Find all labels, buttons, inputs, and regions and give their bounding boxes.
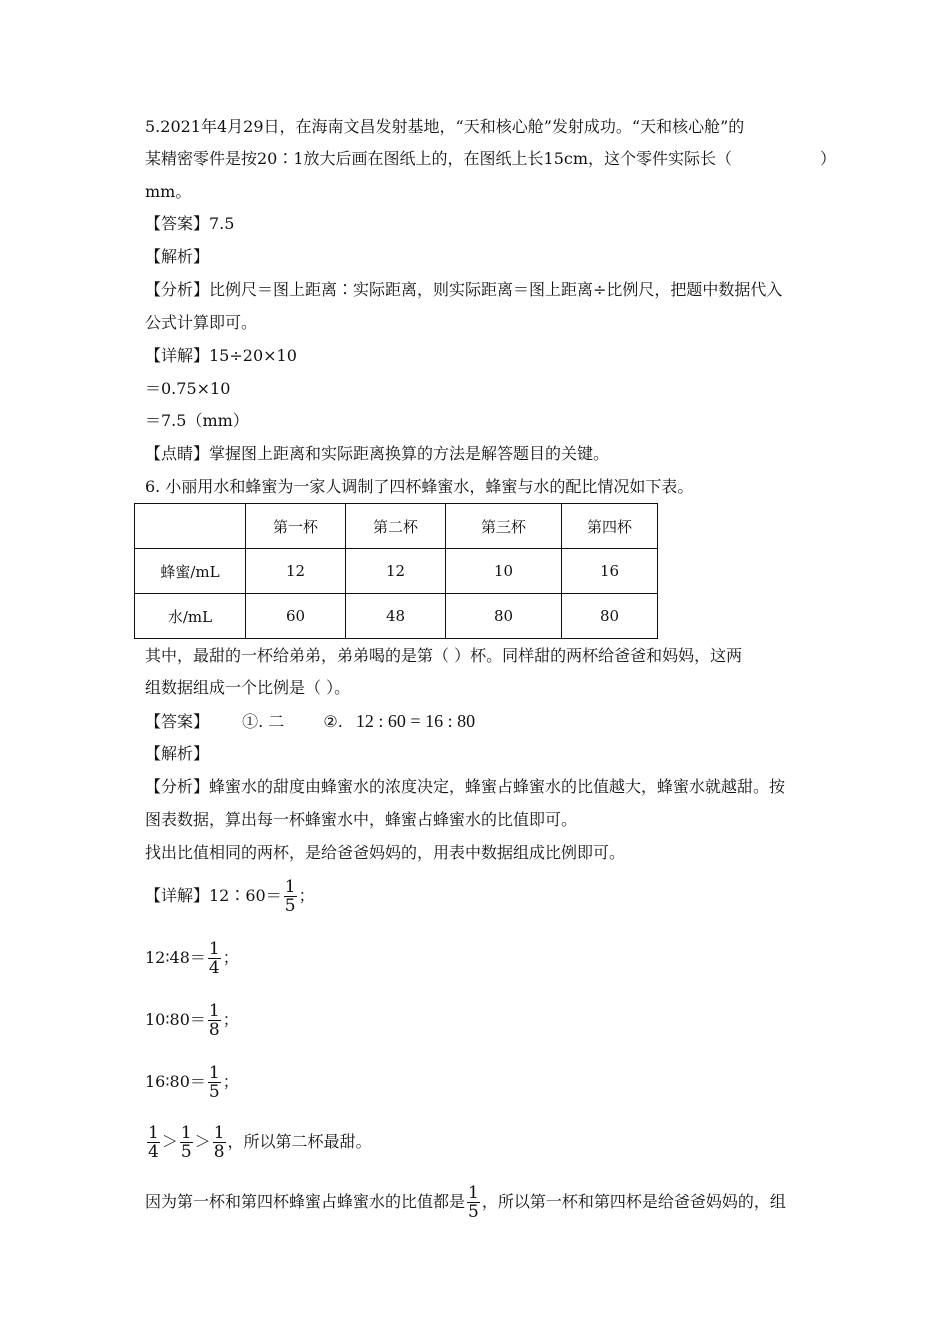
q6-answer-1: ①. 二 [242, 712, 285, 731]
fraction-numerator: 1 [213, 1123, 225, 1143]
q6-last-line [145, 1182, 786, 1222]
table-header-cup2: 第二杯 [346, 504, 446, 549]
fraction-numerator: 1 [208, 939, 220, 959]
q5-stem-line2 [145, 148, 837, 170]
q6-answer-2-proportion: 12 : 60 = 16 : 80 [355, 711, 476, 731]
table-cell: 10 [446, 549, 562, 594]
q5-stem-line2-text: 某精密零件是按20∶1放大后画在图纸上的，在图纸上长15cm，这个零件实际长（ [145, 149, 733, 168]
q6-detail-ratio4 [145, 1062, 239, 1102]
table-header-row [135, 504, 658, 549]
q6-analysis-line3: 找出比值相同的两杯，是给爸爸妈妈的，用表中数据组成比例即可。 [145, 843, 626, 862]
fraction-denominator: 4 [208, 958, 220, 978]
ratio-text: 【详解】12∶60＝ [145, 886, 282, 905]
table-row [135, 594, 658, 639]
table-header-cup4: 第四杯 [562, 504, 658, 549]
greater-than: ＞ [194, 1132, 211, 1151]
fraction-one-fifth [284, 878, 297, 915]
table-corner [135, 504, 246, 549]
q6-question-line1: 其中，最甜的一杯给弟弟，弟弟喝的是第（ ）杯。同样甜的两杯给爸爸和妈妈，这两 [145, 646, 743, 665]
q5-analysis-heading: 【解析】 [145, 247, 210, 266]
table-cell: 48 [346, 594, 446, 639]
fraction-denominator: 8 [213, 1142, 225, 1162]
table-row [135, 549, 658, 594]
table-cell: 16 [562, 549, 658, 594]
fraction-denominator: 4 [148, 1142, 159, 1162]
comparison-conclusion: ，所以第二杯最甜。 [227, 1132, 372, 1151]
q6-analysis-line2: 图表数据，算出每一杯蜂蜜水中，蜂蜜占蜂蜜水的比值即可。 [145, 810, 578, 829]
q5-detail-line2: ＝0.75×10 [145, 379, 231, 398]
q6-answer [145, 710, 475, 733]
table-cell: 80 [446, 594, 562, 639]
fraction-one-eighth [213, 1124, 226, 1161]
fraction-one-fifth [208, 1064, 221, 1101]
q5-key-point: 【点睛】掌握图上距离和实际距离换算的方法是解答题目的关键。 [145, 444, 610, 463]
fraction-one-fourth [208, 940, 221, 977]
greater-than: ＞ [161, 1132, 178, 1151]
fraction-denominator: 8 [208, 1020, 220, 1040]
fraction-one-eighth [208, 1002, 221, 1039]
q6-answer-2-prefix: ②. [323, 712, 343, 731]
row-label-honey: 蜂蜜/mL [135, 549, 246, 594]
q5-blank-close: ） [820, 149, 837, 168]
row-label-water: 水/mL [135, 594, 246, 639]
q5-analysis-line1: 【分析】比例尺＝图上距离∶实际距离，则实际距离＝图上距离÷比例尺，把题中数据代入 [145, 280, 783, 299]
last-line-end: ，所以第一杯和第四杯是给爸爸妈妈的，组 [481, 1192, 786, 1211]
honey-water-table [134, 503, 658, 639]
q6-detail-ratio3 [145, 1000, 239, 1040]
q6-fraction-comparison [145, 1122, 372, 1162]
q5-answer: 【答案】7.5 [145, 214, 235, 233]
ratio-text: 10∶80＝ [145, 1010, 206, 1029]
table-header-cup3: 第三杯 [446, 504, 562, 549]
fraction-denominator: 5 [284, 896, 296, 916]
q6-detail-ratio2 [145, 938, 239, 978]
table-header-cup1: 第一杯 [246, 504, 346, 549]
fraction-numerator: 1 [180, 1123, 192, 1143]
fraction-one-fourth [147, 1124, 160, 1161]
fraction-numerator: 1 [208, 1063, 220, 1083]
q5-stem-line1: 5.2021年4月29日，在海南文昌发射基地，“天和核心舱”发射成功。“天和核心舱”的 [145, 117, 745, 136]
semicolon: ； [222, 1010, 239, 1029]
fraction-denominator: 5 [468, 1202, 479, 1222]
fraction-numerator: 1 [284, 877, 296, 897]
q5-stem-line3: mm。 [145, 182, 192, 201]
ratio-text: 16∶80＝ [145, 1072, 206, 1091]
table-cell: 12 [246, 549, 346, 594]
fraction-one-fifth [467, 1184, 480, 1221]
semicolon: ； [222, 1072, 239, 1091]
q6-stem: 6. 小丽用水和蜂蜜为一家人调制了四杯蜂蜜水，蜂蜜与水的配比情况如下表。 [145, 477, 694, 496]
fraction-denominator: 5 [208, 1082, 220, 1102]
fraction-denominator: 5 [180, 1142, 192, 1162]
q6-detail-ratio1 [145, 876, 315, 916]
last-line-start: 因为第一杯和第四杯蜂蜜占蜂蜜水的比值都是 [145, 1192, 466, 1211]
fraction-numerator: 1 [148, 1123, 159, 1143]
ratio-text: 12∶48＝ [145, 948, 206, 967]
q5-analysis-line2: 公式计算即可。 [145, 313, 258, 332]
q6-answer-label: 【答案】 [145, 712, 210, 731]
q6-analysis-line1: 【分析】蜂蜜水的甜度由蜂蜜水的浓度决定，蜂蜜占蜂蜜水的比值越大，蜂蜜水就越甜。按 [145, 777, 786, 796]
q5-detail-line1: 【详解】15÷20×10 [145, 346, 297, 365]
semicolon: ； [298, 886, 315, 905]
fraction-numerator: 1 [468, 1183, 479, 1203]
semicolon: ； [222, 948, 239, 967]
table-cell: 80 [562, 594, 658, 639]
q6-question-line2: 组数据组成一个比例是（ ）。 [145, 678, 351, 697]
table-cell: 60 [246, 594, 346, 639]
table-cell: 12 [346, 549, 446, 594]
q5-detail-line3: ＝7.5（mm） [145, 411, 249, 430]
q6-analysis-heading: 【解析】 [145, 744, 210, 763]
fraction-one-fifth [180, 1124, 193, 1161]
fraction-numerator: 1 [208, 1001, 220, 1021]
